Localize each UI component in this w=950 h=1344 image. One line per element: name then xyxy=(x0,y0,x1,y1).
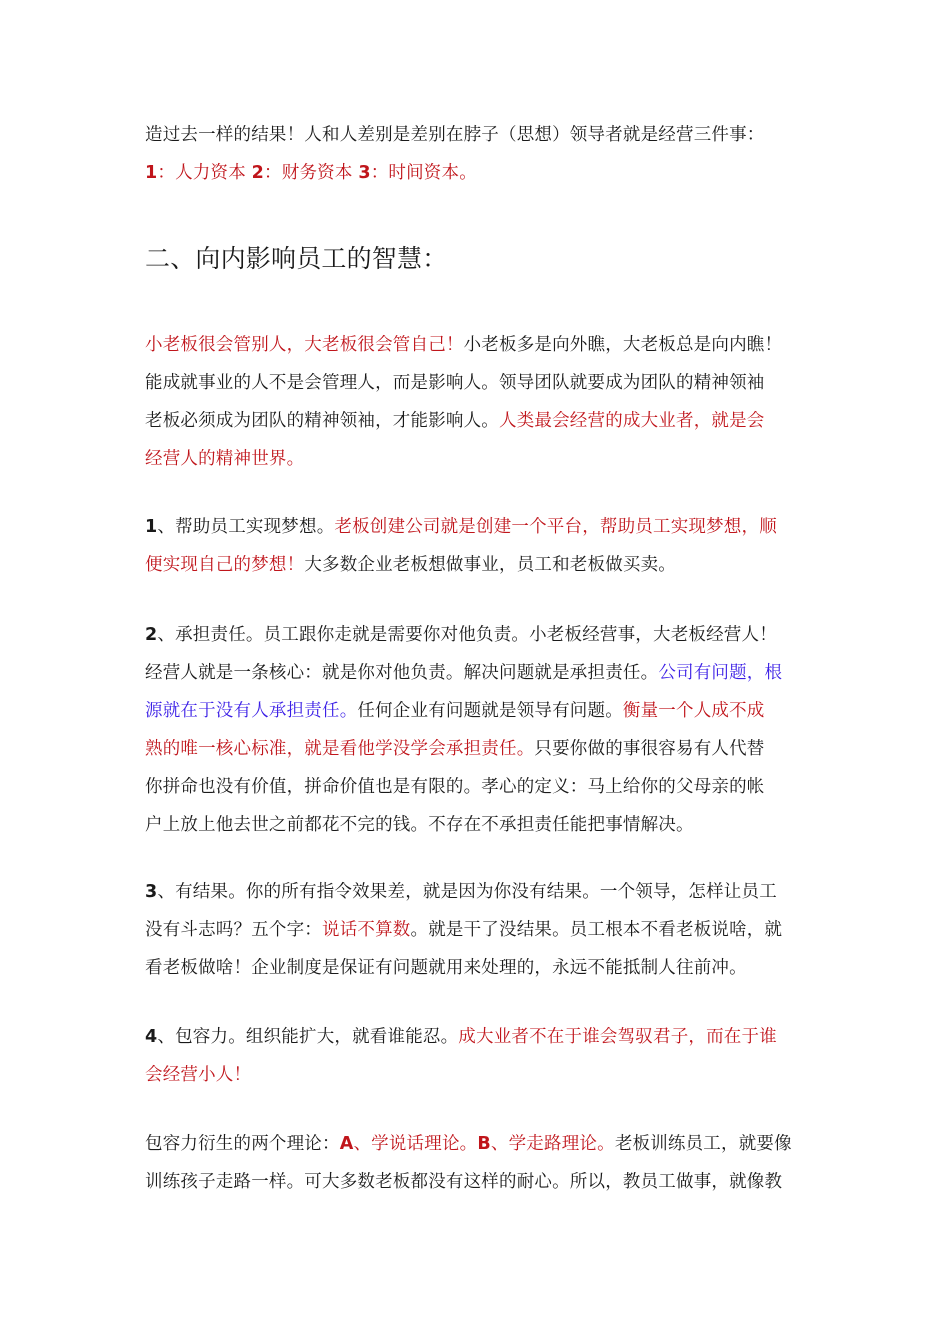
text-run: 、学走路理论。 xyxy=(490,1134,615,1154)
text-run: 成大业者不在于谁会驾驭君子，而在于谁 xyxy=(458,1027,777,1047)
text-run: 造过去一样的结果！人和人差别是差别在脖子（思想）领导者就是经营三件事： xyxy=(145,125,765,145)
text-run: 1 xyxy=(145,517,158,537)
text-run: 任何企业有问题就是领导有问题。 xyxy=(357,701,623,721)
paragraph-line xyxy=(145,1064,251,1086)
text-run: 1 xyxy=(145,163,158,183)
text-run: 公司有问题，根 xyxy=(658,663,783,683)
text-run: 你拼命也没有价值，拼命价值也是有限的。孝心的定义：马上给你的父母亲的帐 xyxy=(145,777,765,797)
text-run: 小老板很会管别人，大老板很会管自己！ xyxy=(145,335,464,355)
text-run: A xyxy=(339,1134,354,1154)
text-run: ：人力资本 xyxy=(157,163,252,183)
text-run: 二、向内影响员工的智慧： xyxy=(145,244,448,273)
text-run: 2 xyxy=(251,163,265,183)
text-run: 训练孩子走路一样。可大多数老板都没有这样的耐心。所以，教员工做事，就像教 xyxy=(145,1172,783,1192)
paragraph-line xyxy=(145,1133,792,1155)
text-run: 人类最会经营的成大业者，就是会 xyxy=(499,411,765,431)
text-run: ：财务资本 xyxy=(264,163,359,183)
paragraph-line xyxy=(145,957,747,979)
paragraph-line xyxy=(145,814,694,836)
text-run: 3 xyxy=(145,882,158,902)
paragraph-line xyxy=(145,881,777,903)
paragraph-line xyxy=(145,334,782,356)
text-run: 3 xyxy=(358,163,371,183)
text-run: 小老板多是向外瞧，大老板总是向内瞧！ xyxy=(463,335,783,355)
text-run: 熟的唯一核心标准，就是看他学没学会承担责任。 xyxy=(145,739,535,759)
text-run: 经营人的精神世界。 xyxy=(145,449,305,469)
paragraph-line xyxy=(145,516,777,538)
paragraph-line xyxy=(145,919,782,941)
text-run: 、帮助员工实现梦想。 xyxy=(157,517,335,537)
paragraph-line xyxy=(145,1026,777,1048)
text-run: 源就在于没有人承担责任。 xyxy=(145,701,358,721)
paragraph-line xyxy=(145,624,777,646)
text-run: 。就是干了没结果。员工根本不看老板说啥，就 xyxy=(410,920,783,940)
text-run: 4 xyxy=(145,1027,158,1047)
paragraph-line xyxy=(145,410,765,432)
paragraph-line xyxy=(145,1171,782,1193)
section-heading xyxy=(145,244,447,274)
text-run: 老板必须成为团队的精神领袖，才能影响人。 xyxy=(145,411,499,431)
text-run: 看老板做啥！企业制度是保证有问题就用来处理的，永远不能抵制人往前冲。 xyxy=(145,958,747,978)
paragraph-line xyxy=(145,162,477,184)
text-run: 、包容力。组织能扩大，就看谁能忍。 xyxy=(157,1027,459,1047)
paragraph-line xyxy=(145,448,304,470)
text-run: 户上放上他去世之前都花不完的钱。不存在不承担责任能把事情解决。 xyxy=(145,815,694,835)
text-run: 衡量一个人成不成 xyxy=(622,701,765,721)
paragraph-line xyxy=(145,662,782,684)
paragraph-line xyxy=(145,124,765,146)
text-run: 、学说话理论。 xyxy=(353,1134,478,1154)
text-run: 便实现自己的梦想！ xyxy=(145,555,305,575)
text-run: 大多数企业老板想做事业，员工和老板做买卖。 xyxy=(304,555,677,575)
text-run: B xyxy=(477,1134,491,1154)
text-run: 只要你做的事很容易有人代替 xyxy=(534,739,765,759)
text-run: 老板创建公司就是创建一个平台，帮助员工实现梦想，顺 xyxy=(334,517,777,537)
paragraph-line xyxy=(145,700,765,722)
paragraph-line xyxy=(145,776,765,798)
text-run: 说话不算数 xyxy=(322,920,411,940)
text-run: 经营人就是一条核心：就是你对他负责。解决问题就是承担责任。 xyxy=(145,663,659,683)
text-run: 、承担责任。员工跟你走就是需要你对他负责。小老板经营事，大老板经营人！ xyxy=(157,625,777,645)
text-run: 会经营小人！ xyxy=(145,1065,252,1085)
paragraph-line xyxy=(145,554,676,576)
text-run: 没有斗志吗？五个字： xyxy=(145,920,322,940)
text-run: 、有结果。你的所有指令效果差，就是因为你没有结果。一个领导，怎样让员工 xyxy=(157,882,777,902)
text-run: 包容力衍生的两个理论： xyxy=(145,1134,340,1154)
text-run: ：时间资本。 xyxy=(370,163,477,183)
text-run: 老板训练员工，就要像 xyxy=(614,1134,792,1154)
paragraph-line xyxy=(145,738,765,760)
text-run: 能成就事业的人不是会管理人，而是影响人。领导团队就要成为团队的精神领袖 xyxy=(145,373,765,393)
text-run: 2 xyxy=(145,625,158,645)
paragraph-line xyxy=(145,372,765,394)
